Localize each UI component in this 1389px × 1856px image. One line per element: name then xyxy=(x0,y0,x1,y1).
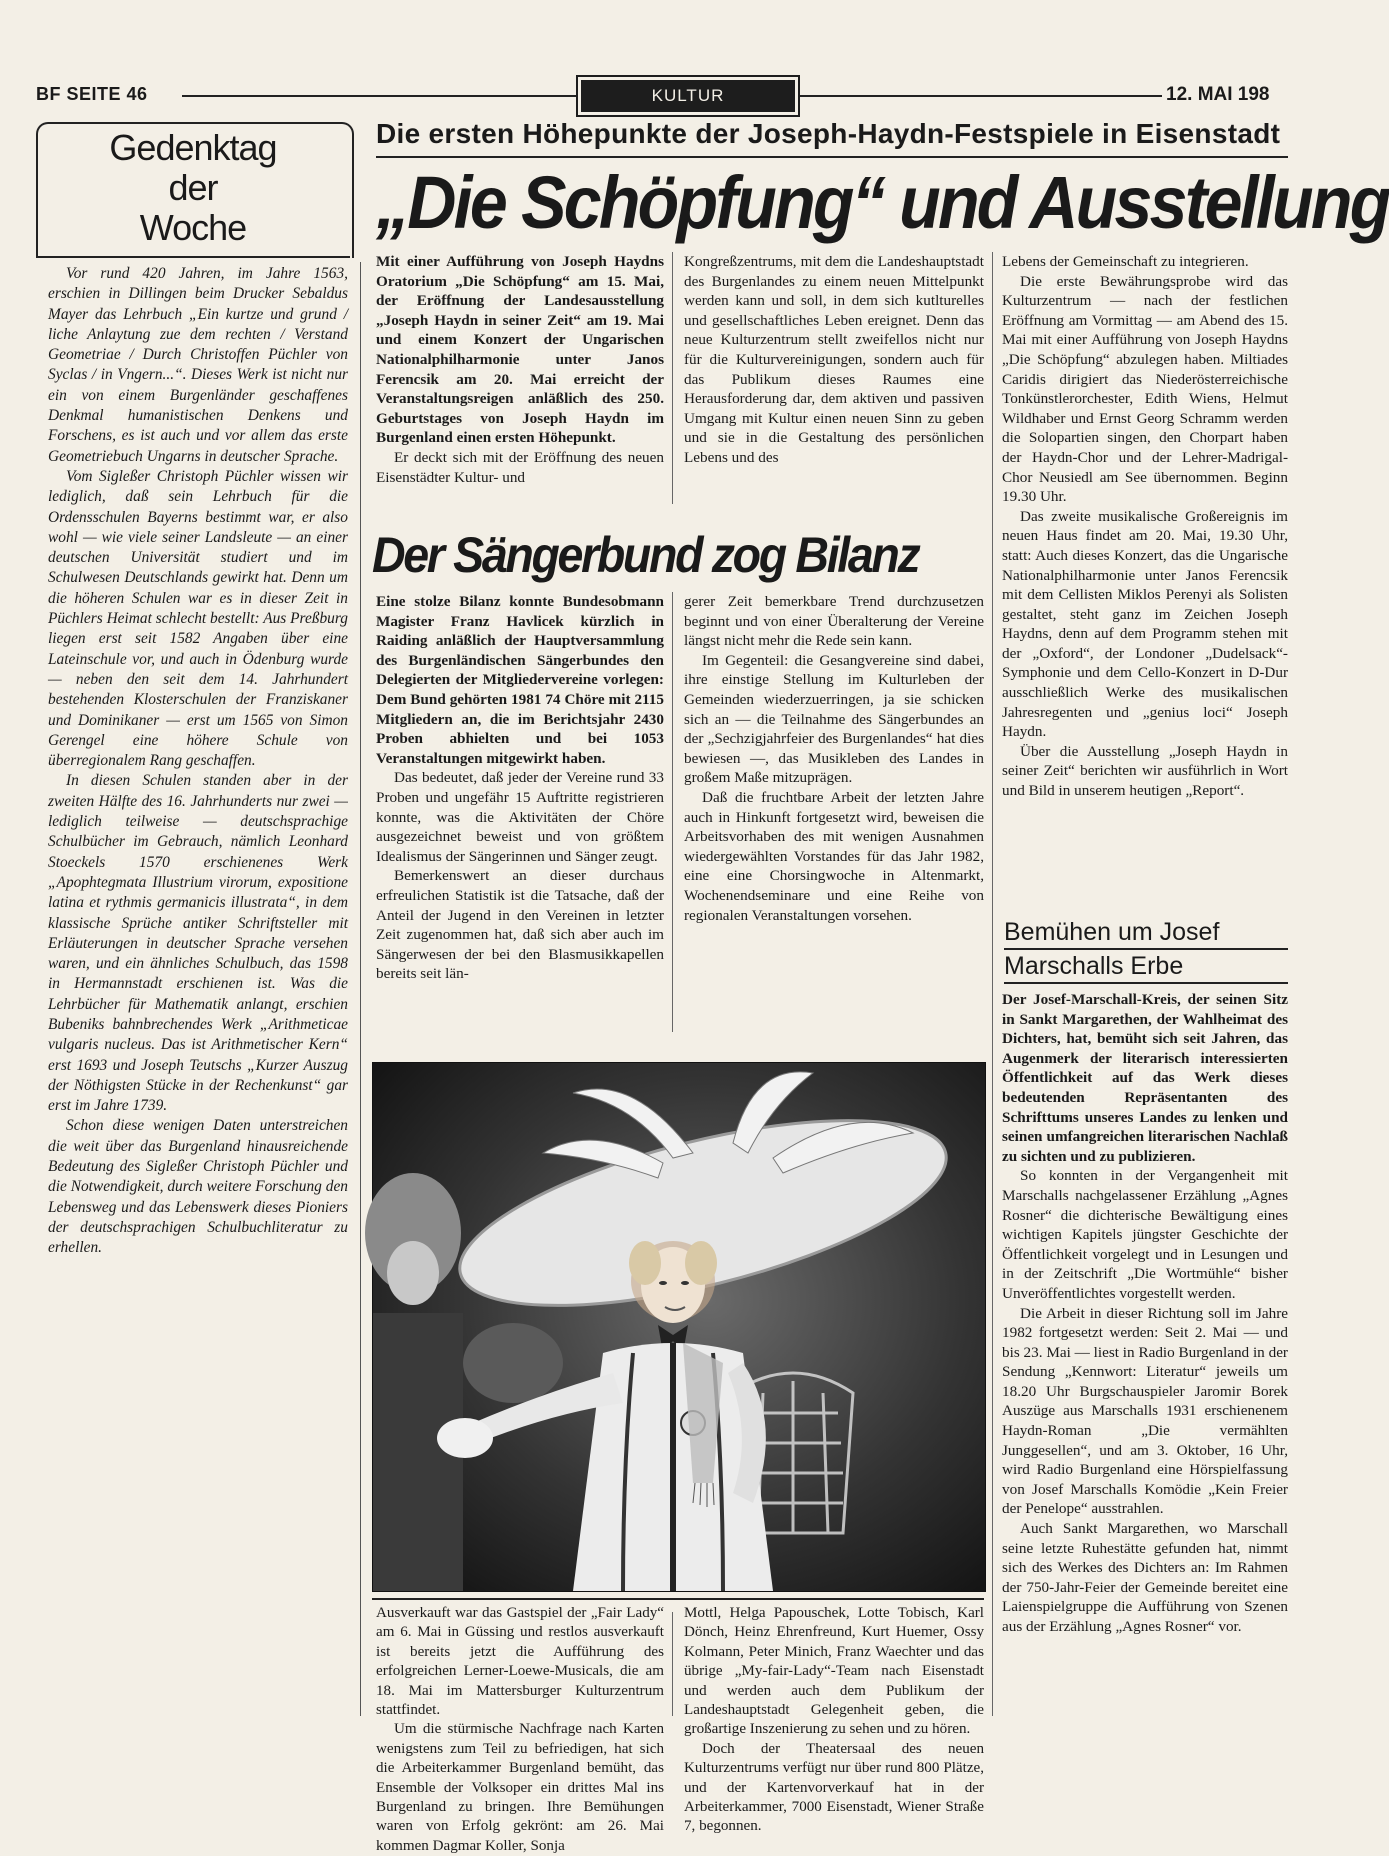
marschall-paragraph: Die Arbeit in dieser Richtung soll im Jahre 1982 fortgesetzt werden: Seit 2. Mai — und bis 23. Mai — liest in Radio Burgenland in der Sendung „Kennwort: Literatur“ jeweils um 18.20 Uhr Burgschauspieler Jaromir Borek Auszüge aus Marschalls 1931 erschienenem Haydn-Roman „Die vermählten Junggesellen“, und am 3. Oktober, 16 Uhr, wird Radio Burgenland eine Hörspielfassung von Josef Marschalls Komödie „Kein Freier der Penelope“ ausstrahlen. xyxy=(1002,1304,1288,1518)
haydn-paragraph: Über die Ausstellung „Joseph Haydn in seiner Zeit“ berichten wir ausführlich in Wort und Bild in unserem heutigen „Report“. xyxy=(1002,742,1288,800)
issue-date: 12. MAI 198 xyxy=(1166,84,1270,105)
marschall-headline xyxy=(1004,916,1288,984)
column-rule xyxy=(672,1612,673,1716)
caption-paragraph: Mottl, Helga Papouschek, Lotte Tobisch, Karl Dönch, Heinz Ehrenfreund, Kurt Huemer, Ossy Kolmann, Peter Minich, Franz Waechter und das übrige „My-fair-Lady“-Team nach Eisenstadt und werden auch dem Publikum der Landeshauptstadt Gelegenheit geben, die großartige Inszenierung zu sehen und zu hören. xyxy=(684,1605,984,1738)
saengerbund-column-1 xyxy=(376,592,664,984)
caption-paragraph: Ausverkauft war das Gastspiel der „Fair Lady“ am 6. Mai in Güssing und restlos ausverkauft ist bereits jetzt die Aufführung des erfolgreichen Lerner-Loewe-Musicals, die am 18. Mai im Mattersburger Kulturzentrum stattfindet. xyxy=(376,1605,664,1719)
gedenktag-title-line: Gedenktag xyxy=(109,127,277,168)
article-kicker: Die ersten Höhepunkte der Joseph-Haydn-Festspiele in Eisenstadt xyxy=(376,118,1281,149)
gedenktag-underline xyxy=(36,256,350,258)
column-rule xyxy=(672,592,673,1032)
saengerbund-paragraph: Das bedeutet, daß jeder der Vereine rund 33 Proben und ungefähr 15 Auftritte registrieren konnte, was die Aktivitäten der Chöre ausgezeichnet beweist und von größtem Idealismus der Sängerinnen und Sänger zeugt. xyxy=(376,769,664,865)
kicker-rule xyxy=(376,156,1288,158)
gedenktag-title-line: der xyxy=(168,167,218,208)
gedenktag-paragraph: Vor rund 420 Jahren, im Jahre 1563, erschien in Dillingen beim Drucker Sebaldus Mayer das Lehrbuch „Ein kurtze und grund / liche Anlaytung zue dem rechten / Verstand Geometriae / Durch Christoffen Püchler von Syclas / in Vngern...“. Dieses Werk ist nicht nur ein von einem Burgenländer geschaffenes Denkmal humanistischen Denkens und Forschens, es ist auch und vor allem das erste Geometriebuch Ungarns in deutscher Sprache. xyxy=(48,265,348,465)
page-number: BF SEITE 46 xyxy=(36,84,148,104)
haydn-paragraph: Das zweite musikalische Großereignis im neuen Haus findet am 20. Mai, 19.30 Uhr, statt: Auch dieses Konzert, das die Ungarische Nationalphilharmonie unter Janos Ferencsik mit dem Cellisten Miklos Perenyi als Solisten gestaltet, steht ganz im Zeichen Joseph Haydns, denn auf dem Programm stehen mit der „Oxford“, der Londoner „Dudelsack“-Symphonie und dem Cello-Konzert in D-Dur ausschließlich Werke des musikalischen Jahresregenten und „genius loci“ Joseph Haydn. xyxy=(1002,507,1288,741)
saengerbund-headline: Der Sängerbund zog Bilanz xyxy=(372,527,919,583)
marschall-paragraph: Auch Sankt Margarethen, wo Marschall seine letzte Ruhestätte gefunden hat, nimmt sich des Werkes des Dichters an: Im Rahmen der 750-Jahr-Feier der Gemeinde bereitet eine Laienspielgruppe die Aufführung von Szenen aus der Erzählung „Agnes Rosner“ vor. xyxy=(1002,1520,1288,1635)
marschall-paragraph: So konnten in der Vergangenheit mit Marschalls nachgelassener Erzählung „Agnes Rosner“ die dichterische Bewältigung eines wichtigen Kapitels jüngster Geschichte der Öffentlichkeit vorgelegt und in Lesungen und in der Zeitschrift „Die Wortmühle“ bisher Unveröffentlichtes vorgestellt werden. xyxy=(1002,1167,1288,1302)
caption-column-2 xyxy=(684,1604,984,1837)
marschall-column xyxy=(1002,990,1288,1786)
photo-rule xyxy=(372,1598,984,1600)
article-headline: „Die Schöpfung“ und Ausstellung xyxy=(376,161,1389,244)
haydn-paragraph: Er deckt sich mit der Eröffnung des neuen Eisenstädter Kultur- und xyxy=(376,448,664,486)
gedenktag-paragraph: Schon diese wenigen Daten unterstreichen die weit über das Burgenland hinausreichende Bedeutung des Sigleßer Christoph Püchler und die Notwendigkeit, durch weitere Forschung den Lebensweg und das Lebenswerk dieses Pioniers der deutschsprachigen Schulbuchliteratur zu erhellen. xyxy=(48,1117,348,1257)
saengerbund-column-2 xyxy=(684,592,984,925)
photo-illustration xyxy=(373,1063,985,1591)
saengerbund-paragraph: Im Gegenteil: die Gesangvereine sind dabei, ihre einstige Stellung im Kulturleben der Gemeinden wiederzuerringen, ja sie schicken sich an — die Teilnahme des Sängerbundes an der „Sechzigjahrfeier des Burgenlandes“ hat dies bewiesen —, das Musikleben des Landes in großem Maße mitzuprägen. xyxy=(684,651,984,787)
caption-paragraph: Doch der Theatersaal des neuen Kulturzentrums verfügt nur über rund 800 Plätze, und der Kartenvorverkauf hat in der Arbeiterkammer, 7000 Eisenstadt, Wiener Straße 7, begonnen. xyxy=(684,1740,984,1835)
gedenktag-title-line: Woche xyxy=(139,207,247,248)
marschall-headline-line: Marschalls Erbe xyxy=(1004,950,1288,984)
haydn-column-3 xyxy=(1002,252,1288,908)
marschall-lead: Der Josef-Marschall-Kreis, der seinen Sitz in Sankt Margarethen, der Wahlheimat des Dichters, hat, bemüht sich seit Jahren, das Augenmerk der literarisch interessierten Öffentlichkeit auf das Werk dieses bedeutenden Repräsentanten des Schrifttums unseres Landes zu lenken und seinen umfangreichen literarischen Nachlaß zu sichten und zu publizieren. xyxy=(1002,991,1288,1165)
haydn-lead: Mit einer Aufführung von Joseph Haydns Oratorium „Die Schöpfung“ am 15. Mai, der Eröffnung der Landesausstellung „Joseph Haydn in seiner Zeit“ am 19. Mai und einem Konzert der Ungarischen Nationalphilharmonie unter Janos Ferencsik am 20. Mai erreicht der Veranstaltungsreigen anläßlich des 250. Geburtstages von Joseph Haydn im Burgenland einen ersten Höhepunkt. xyxy=(376,253,664,447)
performance-photo xyxy=(372,1062,986,1592)
gedenktag-body xyxy=(48,264,348,1259)
saengerbund-paragraph: Bemerkenswert an dieser durchaus erfreulichen Statistik ist die Tatsache, daß der Anteil der Jugend in den Vereinen in letzter Zeit zugenommen hat, daß sich aber auch im Sängerwesen der bei den Blasmusikkapellen bereits seit län- xyxy=(376,867,664,983)
caption-column-1 xyxy=(376,1604,664,1856)
saengerbund-paragraph: Daß die fruchtbare Arbeit der letzten Jahre auch in Hinkunft fortgesetzt wird, beweisen die Arbeitsvorhaben des mit wenigen Ausnahmen wiedergewählten Vorstandes für das Jahr 1982, eine eine Chorsingwoche in Altenmarkt, Wochenendseminare und eine Reihe von regionalen Veranstaltungen vorsehen. xyxy=(684,788,984,924)
haydn-paragraph: Kongreßzentrums, mit dem die Landeshauptstadt des Burgenlandes zu einem neuen Mittelpunkt werden kann und soll, in dem sich kutlturelles und gesellschaftliches Leben ereignet. Denn das neue Kulturzentrum stellt zweifellos nicht nur für die Kulturvereinigungen, sondern auch für das Publikum dieses Raumes eine Herausforderung dar, dem aktiven und passiven Umgang mit Kultur einen neuen Sinn zu geben und sie in die Gestaltung des persönlichen Lebens und des xyxy=(684,253,984,466)
column-rule xyxy=(360,262,361,1716)
haydn-column-1 xyxy=(376,252,664,487)
gedenktag-paragraph: Vom Sigleßer Christoph Püchler wissen wir lediglich, daß sein Lehrbuch für die Ordensschulen Bayerns bestimmt war, er also wohl — wie viele seiner Landsleute — an einer deutschen Universität studiert und im Schulwesen Deutschlands gewirkt hat. Denn um die höheren Schulen war es in dieser Zeit in Püchlers Heimat schlecht bestellt: Aus Preßburg liegen erst seit 1582 Angaben über eine Lateinschule vor, und auch in Ödenburg wurde — neben den seit dem 14. Jahrhundert bestehenden Klosterschulen der Franziskaner und Dominikaner — erst um 1565 von Simon Gerengel eine höhere Schule von überregionalem Rang geschaffen. xyxy=(48,467,348,770)
gedenktag-paragraph: In diesen Schulen standen aber in der zweiten Hälfte des 16. Jahrhunderts nur zwei — lediglich teilweise — deutschsprachige Schulbücher im Gebrauch, nämlich Leonhard Stoeckels 1570 erschienenes Werk „Apophtegmata Illustrium virorum, expositione latina et rythmis germanicis illustrata“, in dem klassische Sprüche antiker Schriftsteller mit Erläuterungen in deutscher Sprache versehen waren, und ein ähnliches Schulbuch, das 1598 in Hermannstadt erschienen ist. Was die Lehrbücher für Mathematik anlangt, erschien Bubeniks bahnbrechendes Werk „Arithmeticae vulgaris nucleus. Das ist Arithmetischer Kern“ erst 1693 und Joseph Teutschs „Kurzer Auszug der Nöthigsten Stücke in der Rechenkunst“ gar erst im Jahre 1739. xyxy=(48,772,348,1115)
saengerbund-paragraph: gerer Zeit bemerkbare Trend durchzusetzen beginnt und von einer Überalterung der Vereine längst nicht mehr die Rede sein kann. xyxy=(684,593,984,650)
column-rule xyxy=(992,252,993,1716)
haydn-paragraph: Lebens der Gemeinschaft zu integrieren. xyxy=(1002,253,1249,270)
saengerbund-lead: Eine stolze Bilanz konnte Bundesobmann Magister Franz Havlicek kürzlich in Raiding anläßlich der Hauptversammlung des Burgenländischen Sängerbundes den Delegierten der Mitgliedervereine vorlegen: Dem Bund gehörten 1981 74 Chöre mit 2115 Mitgliedern an, die im Berichtsjahr 2430 Proben abhielten und bei 1053 Veranstaltungen mitgewirkt haben. xyxy=(376,593,664,767)
section-badge: KULTUR xyxy=(578,77,798,115)
marschall-headline-line: Bemühen um Josef xyxy=(1004,916,1288,950)
column-rule xyxy=(672,252,673,504)
haydn-column-2 xyxy=(684,252,984,468)
gedenktag-title xyxy=(36,128,350,248)
caption-paragraph: Um die stürmische Nachfrage nach Karten wenigstens zum Teil zu befriedigen, hat sich die Arbeiterkammer Burgenland bemüht, das Ensemble der Volksoper ein drittes Mal ins Burgenland zu bringen. Ihre Bemühungen waren von Erfolg gekrönt: am 26. Mai kommen Dagmar Koller, Sonja xyxy=(376,1721,664,1854)
haydn-paragraph: Die erste Bewährungsprobe wird das Kulturzentrum — nach der festlichen Eröffnung am Vormittag — am Abend des 15. Mai mit einer Aufführung von Joseph Haydns „Die Schöpfung“ abzulegen haben. Miltiades Caridis dirigiert das Niederösterreichische Tonkünstlerorchester, Edith Wiens, Helmut Wildhaber und Ernst Georg Schramm werden die Solopartien singen, den Chorpart haben der Haydn-Chor und der Lehrer-Madrigal-Chor Neusiedl am See übernommen. Beginn 19.30 Uhr. xyxy=(1002,272,1288,506)
